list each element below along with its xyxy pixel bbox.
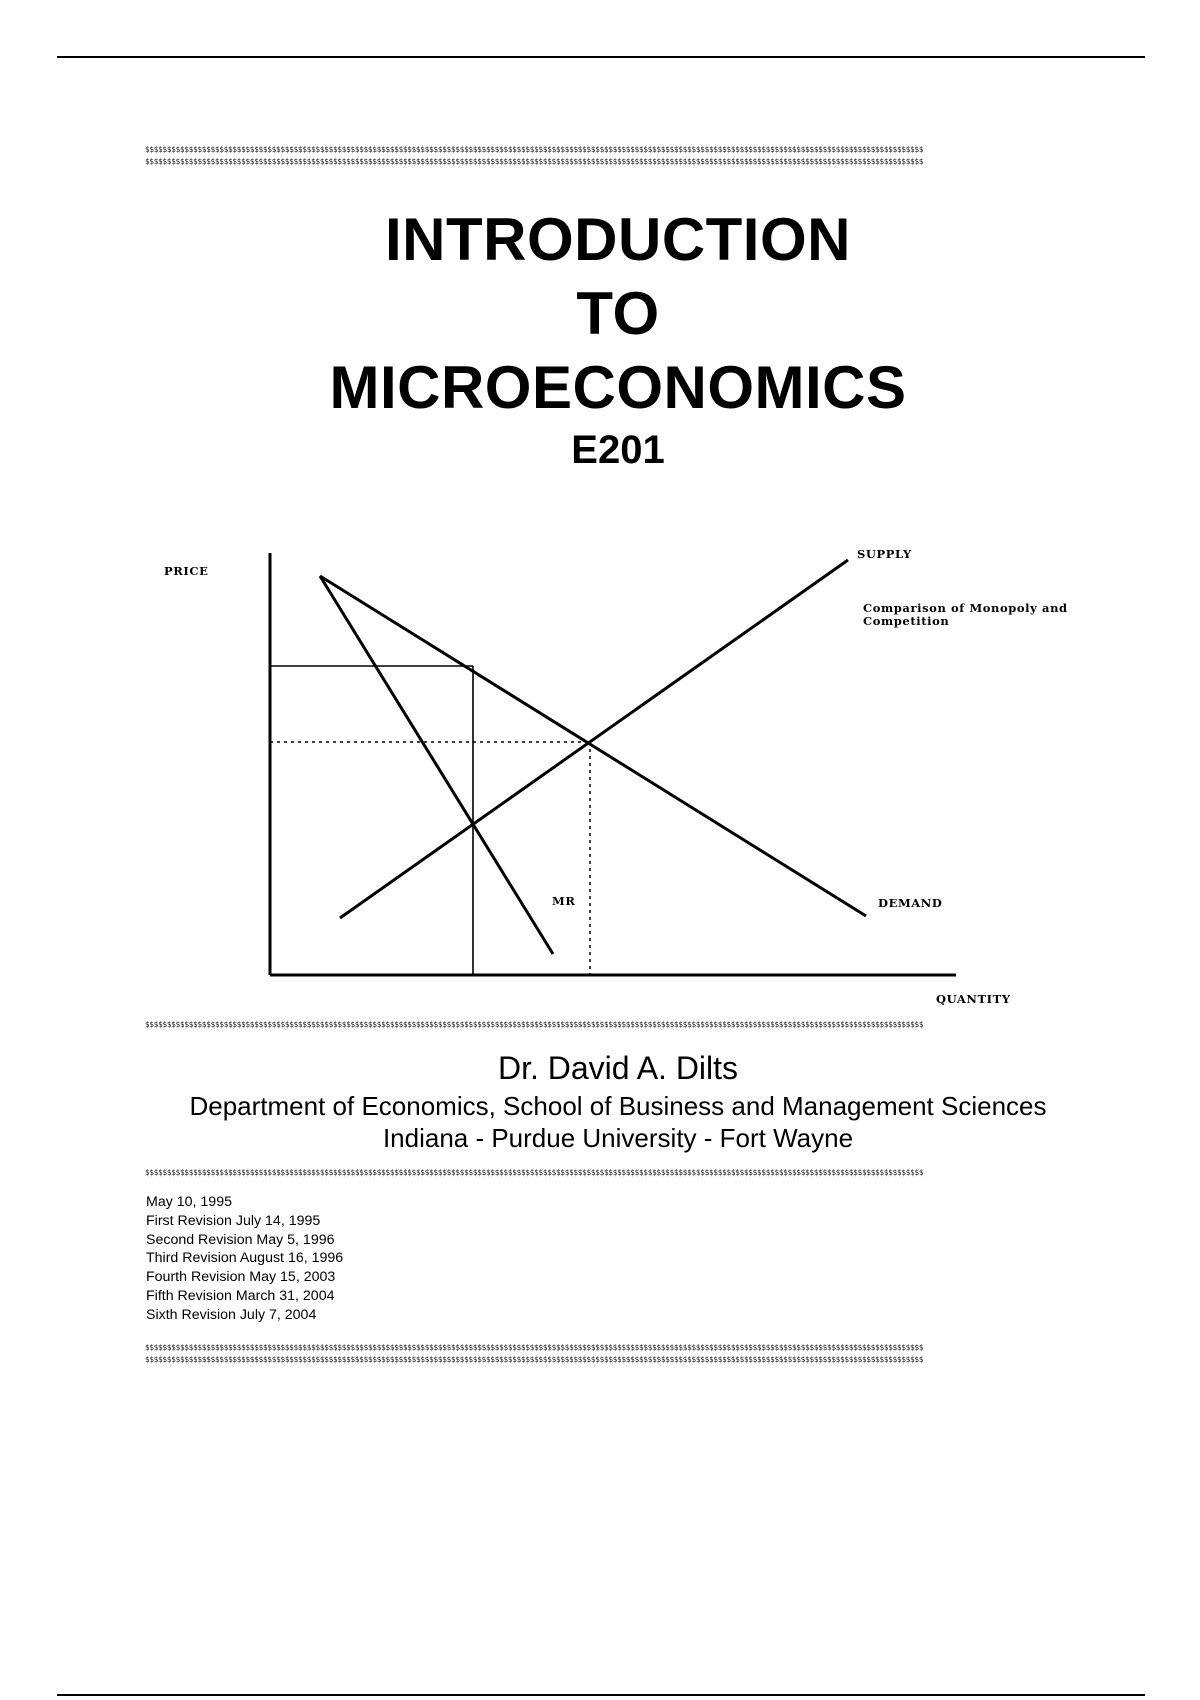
dollar-rule-top-1: $$$$$$$$$$$$$$$$$$$$$$$$$$$$$$$$$$$$$$$$$$$$$$$$$$$$$$$$$$$$$$$$$$$$$$$$$$$$$$$$$$$$$$$$$$$$$$$$$$$$$$$$$$$$$$$$$$$$$$$$$$$$$$$$$$$$$$$$$$$$$$$$$$$$$$$$$$$$$$$$$$$$$$$$$$$$$$$$$$: [145, 145, 924, 154]
supply-curve: [340, 560, 848, 918]
department-line: Department of Economics, School of Business and Management Sciences: [189, 1091, 1047, 1121]
monopoly-competition-diagram: [0, 540, 1200, 1010]
revision-date: May 10, 1995: [146, 1194, 232, 1210]
dollar-rule-bottom-2: $$$$$$$$$$$$$$$$$$$$$$$$$$$$$$$$$$$$$$$$$$$$$$$$$$$$$$$$$$$$$$$$$$$$$$$$$$$$$$$$$$$$$$$$$$$$$$$$$$$$$$$$$$$$$$$$$$$$$$$$$$$$$$$$$$$$$$$$$$$$$$$$$$$$$$$$$$$$$$$$$$$$$$$$$$$$$$$$$$: [145, 1355, 924, 1364]
price-axis-label: PRICE: [164, 564, 209, 578]
quantity-axis-label: QUANTITY: [936, 992, 1011, 1006]
supply-label: SUPPLY: [857, 547, 912, 561]
course-code: E201: [571, 428, 665, 472]
title-block: [0, 203, 1200, 475]
dollar-rule-middle: $$$$$$$$$$$$$$$$$$$$$$$$$$$$$$$$$$$$$$$$$$$$$$$$$$$$$$$$$$$$$$$$$$$$$$$$$$$$$$$$$$$$$$$$$$$$$$$$$$$$$$$$$$$$$$$$$$$$$$$$$$$$$$$$$$$$$$$$$$$$$$$$$$$$$$$$$$$$$$$$$$$$$$$$$$$$$$$$$$: [145, 1020, 924, 1029]
revision-date: Fourth Revision May 15, 2003: [146, 1269, 336, 1286]
title-line-1: INTRODUCTION: [385, 206, 851, 273]
top-page-rule: [57, 56, 1145, 58]
revision-date: Third Revision August 16, 1996: [146, 1250, 344, 1267]
revision-history: [146, 1193, 343, 1325]
dollar-rule-bottom-1: $$$$$$$$$$$$$$$$$$$$$$$$$$$$$$$$$$$$$$$$$$$$$$$$$$$$$$$$$$$$$$$$$$$$$$$$$$$$$$$$$$$$$$$$$$$$$$$$$$$$$$$$$$$$$$$$$$$$$$$$$$$$$$$$$$$$$$$$$$$$$$$$$$$$$$$$$$$$$$$$$$$$$$$$$$$$$$$$$$: [145, 1343, 924, 1352]
revision-date: First Revision July 14, 1995: [146, 1212, 321, 1229]
demand-label: DEMAND: [878, 896, 943, 910]
revision-date: Fifth Revision March 31, 2004: [146, 1287, 335, 1304]
dollar-rule-top-2: $$$$$$$$$$$$$$$$$$$$$$$$$$$$$$$$$$$$$$$$$$$$$$$$$$$$$$$$$$$$$$$$$$$$$$$$$$$$$$$$$$$$$$$$$$$$$$$$$$$$$$$$$$$$$$$$$$$$$$$$$$$$$$$$$$$$$$$$$$$$$$$$$$$$$$$$$$$$$$$$$$$$$$$$$$$$$$$$$$: [145, 157, 924, 166]
revision-date: Sixth Revision July 7, 2004: [146, 1306, 317, 1323]
bottom-page-rule: [57, 1694, 1145, 1696]
revision-date: Second Revision May 5, 1996: [146, 1231, 335, 1248]
title-line-2: TO: [576, 280, 660, 347]
mr-label: MR: [552, 894, 576, 908]
author-name: Dr. David A. Dilts: [497, 1050, 739, 1086]
title-line-3: MICROECONOMICS: [329, 354, 907, 421]
university-line: Indiana - Purdue University - Fort Wayne: [382, 1123, 854, 1153]
figure-caption-line-1: Comparison of Monopoly and: [863, 601, 1068, 615]
figure-caption-line-2: Competition: [863, 614, 950, 628]
dollar-rule-lower: $$$$$$$$$$$$$$$$$$$$$$$$$$$$$$$$$$$$$$$$$$$$$$$$$$$$$$$$$$$$$$$$$$$$$$$$$$$$$$$$$$$$$$$$$$$$$$$$$$$$$$$$$$$$$$$$$$$$$$$$$$$$$$$$$$$$$$$$$$$$$$$$$$$$$$$$$$$$$$$$$$$$$$$$$$$$$$$$$$: [145, 1168, 924, 1177]
demand-curve: [320, 576, 866, 916]
marginal-revenue-curve: [320, 576, 553, 954]
